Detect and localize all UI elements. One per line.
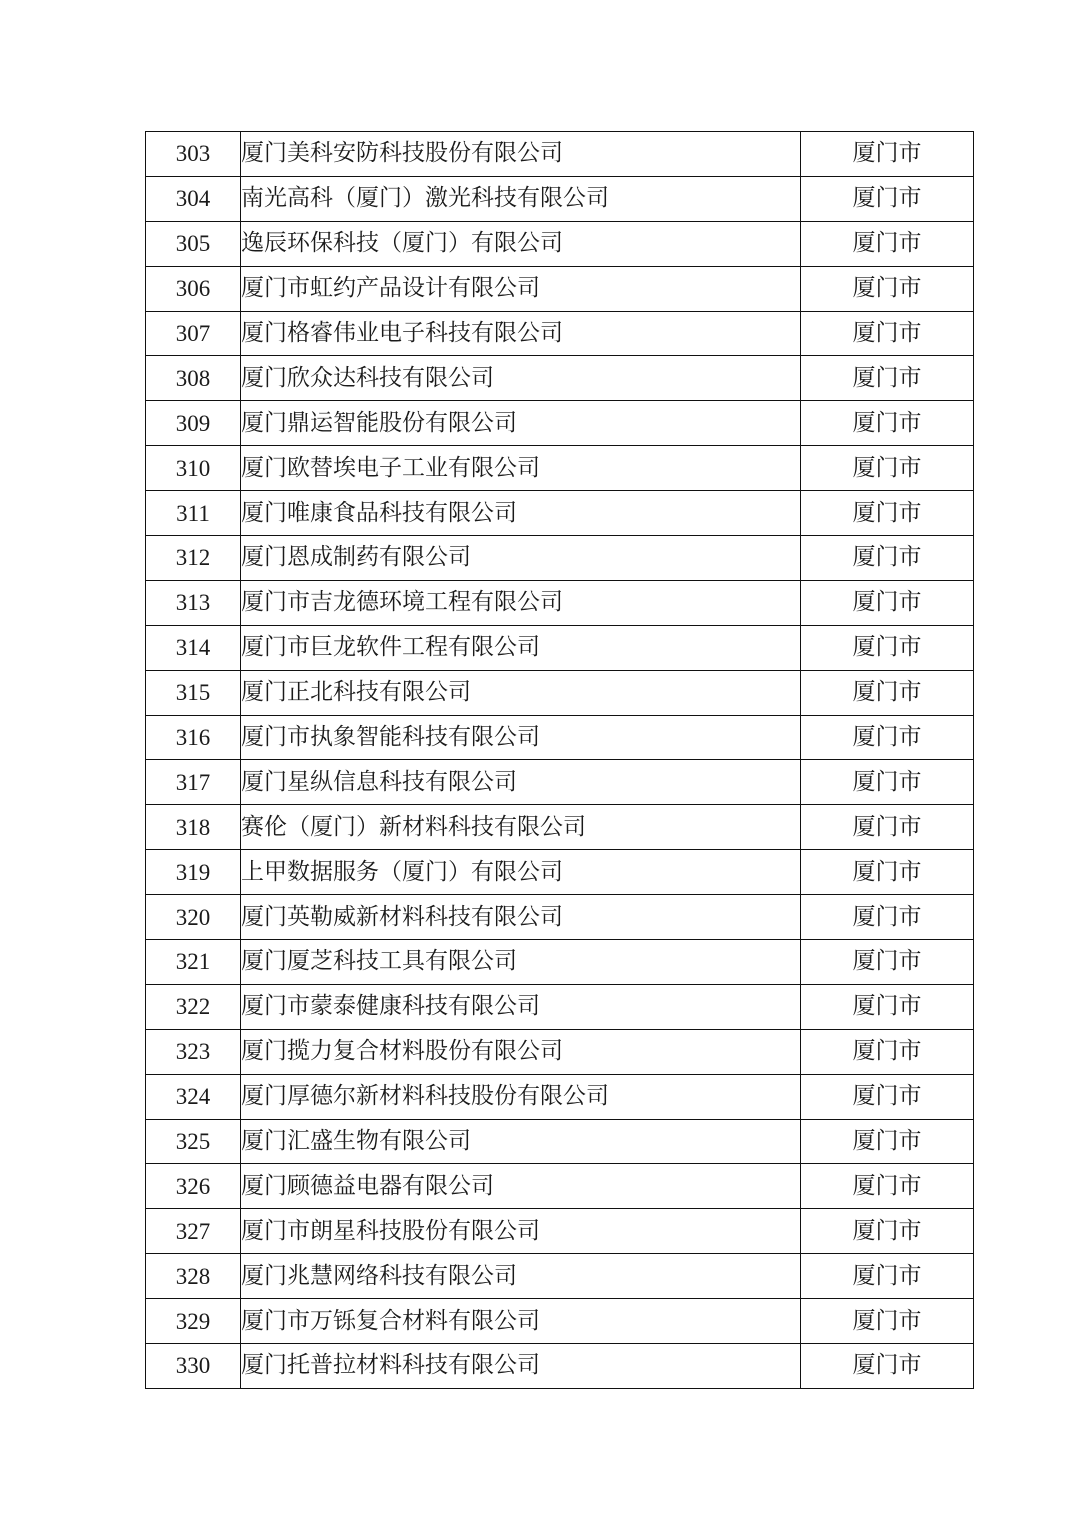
table-row bbox=[146, 895, 974, 940]
company-name-cell: 厦门格睿伟业电子科技有限公司 bbox=[241, 311, 801, 356]
city-cell: 厦门市 bbox=[801, 1164, 974, 1209]
company-name-cell: 厦门顾德益电器有限公司 bbox=[241, 1164, 801, 1209]
row-number-cell: 305 bbox=[146, 221, 241, 266]
row-number-cell: 321 bbox=[146, 940, 241, 985]
company-name-cell: 厦门恩成制药有限公司 bbox=[241, 536, 801, 581]
company-name-cell: 厦门欧替埃电子工业有限公司 bbox=[241, 446, 801, 491]
company-name-cell: 厦门厦芝科技工具有限公司 bbox=[241, 940, 801, 985]
table-row bbox=[146, 1254, 974, 1299]
row-number-cell: 316 bbox=[146, 715, 241, 760]
company-name-cell: 上甲数据服务（厦门）有限公司 bbox=[241, 850, 801, 895]
table-row bbox=[146, 625, 974, 670]
row-number-cell: 314 bbox=[146, 625, 241, 670]
city-cell: 厦门市 bbox=[801, 670, 974, 715]
row-number-cell: 330 bbox=[146, 1344, 241, 1389]
company-name-cell: 厦门市吉龙德环境工程有限公司 bbox=[241, 580, 801, 625]
city-cell: 厦门市 bbox=[801, 132, 974, 177]
company-name-cell: 逸辰环保科技（厦门）有限公司 bbox=[241, 221, 801, 266]
company-name-cell: 赛伦（厦门）新材料科技有限公司 bbox=[241, 805, 801, 850]
city-cell: 厦门市 bbox=[801, 221, 974, 266]
city-cell: 厦门市 bbox=[801, 850, 974, 895]
table-row bbox=[146, 715, 974, 760]
table-row bbox=[146, 984, 974, 1029]
company-name-cell: 厦门托普拉材料科技有限公司 bbox=[241, 1344, 801, 1389]
city-cell: 厦门市 bbox=[801, 311, 974, 356]
row-number-cell: 320 bbox=[146, 895, 241, 940]
table-row bbox=[146, 176, 974, 221]
row-number-cell: 306 bbox=[146, 266, 241, 311]
city-cell: 厦门市 bbox=[801, 1254, 974, 1299]
company-name-cell: 厦门鼎运智能股份有限公司 bbox=[241, 401, 801, 446]
row-number-cell: 312 bbox=[146, 536, 241, 581]
row-number-cell: 329 bbox=[146, 1299, 241, 1344]
city-cell: 厦门市 bbox=[801, 1299, 974, 1344]
city-cell: 厦门市 bbox=[801, 940, 974, 985]
row-number-cell: 304 bbox=[146, 176, 241, 221]
row-number-cell: 327 bbox=[146, 1209, 241, 1254]
row-number-cell: 324 bbox=[146, 1074, 241, 1119]
city-cell: 厦门市 bbox=[801, 1344, 974, 1389]
city-cell: 厦门市 bbox=[801, 580, 974, 625]
company-name-cell: 厦门市朗星科技股份有限公司 bbox=[241, 1209, 801, 1254]
table-row bbox=[146, 1074, 974, 1119]
city-cell: 厦门市 bbox=[801, 266, 974, 311]
table-body bbox=[146, 132, 974, 1389]
row-number-cell: 322 bbox=[146, 984, 241, 1029]
row-number-cell: 315 bbox=[146, 670, 241, 715]
table-row bbox=[146, 1344, 974, 1389]
company-name-cell: 厦门星纵信息科技有限公司 bbox=[241, 760, 801, 805]
company-name-cell: 厦门市蒙泰健康科技有限公司 bbox=[241, 984, 801, 1029]
table-row bbox=[146, 311, 974, 356]
company-name-cell: 厦门市虹约产品设计有限公司 bbox=[241, 266, 801, 311]
table-row bbox=[146, 1209, 974, 1254]
table-row bbox=[146, 940, 974, 985]
company-list-table bbox=[145, 131, 974, 1389]
table-row bbox=[146, 446, 974, 491]
table-row bbox=[146, 805, 974, 850]
row-number-cell: 318 bbox=[146, 805, 241, 850]
table-row bbox=[146, 132, 974, 177]
city-cell: 厦门市 bbox=[801, 446, 974, 491]
row-number-cell: 328 bbox=[146, 1254, 241, 1299]
city-cell: 厦门市 bbox=[801, 176, 974, 221]
company-name-cell: 厦门英勒威新材料科技有限公司 bbox=[241, 895, 801, 940]
city-cell: 厦门市 bbox=[801, 401, 974, 446]
row-number-cell: 319 bbox=[146, 850, 241, 895]
table-row bbox=[146, 221, 974, 266]
table-row bbox=[146, 1119, 974, 1164]
city-cell: 厦门市 bbox=[801, 1119, 974, 1164]
company-name-cell: 厦门汇盛生物有限公司 bbox=[241, 1119, 801, 1164]
city-cell: 厦门市 bbox=[801, 356, 974, 401]
table-row bbox=[146, 1299, 974, 1344]
row-number-cell: 313 bbox=[146, 580, 241, 625]
row-number-cell: 317 bbox=[146, 760, 241, 805]
table-row bbox=[146, 850, 974, 895]
row-number-cell: 308 bbox=[146, 356, 241, 401]
company-name-cell: 厦门市万铄复合材料有限公司 bbox=[241, 1299, 801, 1344]
company-name-cell: 厦门市执象智能科技有限公司 bbox=[241, 715, 801, 760]
company-name-cell: 厦门兆慧网络科技有限公司 bbox=[241, 1254, 801, 1299]
city-cell: 厦门市 bbox=[801, 715, 974, 760]
company-name-cell: 南光高科（厦门）激光科技有限公司 bbox=[241, 176, 801, 221]
city-cell: 厦门市 bbox=[801, 1074, 974, 1119]
company-name-cell: 厦门唯康食品科技有限公司 bbox=[241, 491, 801, 536]
company-name-cell: 厦门美科安防科技股份有限公司 bbox=[241, 132, 801, 177]
company-name-cell: 厦门正北科技有限公司 bbox=[241, 670, 801, 715]
city-cell: 厦门市 bbox=[801, 895, 974, 940]
row-number-cell: 303 bbox=[146, 132, 241, 177]
row-number-cell: 310 bbox=[146, 446, 241, 491]
table-row bbox=[146, 580, 974, 625]
row-number-cell: 311 bbox=[146, 491, 241, 536]
city-cell: 厦门市 bbox=[801, 805, 974, 850]
row-number-cell: 326 bbox=[146, 1164, 241, 1209]
table-row bbox=[146, 536, 974, 581]
company-name-cell: 厦门揽力复合材料股份有限公司 bbox=[241, 1029, 801, 1074]
company-name-cell: 厦门欣众达科技有限公司 bbox=[241, 356, 801, 401]
table-row bbox=[146, 356, 974, 401]
company-name-cell: 厦门市巨龙软件工程有限公司 bbox=[241, 625, 801, 670]
table-row bbox=[146, 401, 974, 446]
table-row bbox=[146, 1164, 974, 1209]
row-number-cell: 323 bbox=[146, 1029, 241, 1074]
row-number-cell: 325 bbox=[146, 1119, 241, 1164]
city-cell: 厦门市 bbox=[801, 984, 974, 1029]
table-row bbox=[146, 266, 974, 311]
city-cell: 厦门市 bbox=[801, 536, 974, 581]
table-row bbox=[146, 670, 974, 715]
table-row bbox=[146, 1029, 974, 1074]
city-cell: 厦门市 bbox=[801, 1209, 974, 1254]
city-cell: 厦门市 bbox=[801, 1029, 974, 1074]
city-cell: 厦门市 bbox=[801, 491, 974, 536]
table-row bbox=[146, 760, 974, 805]
table-row bbox=[146, 491, 974, 536]
city-cell: 厦门市 bbox=[801, 760, 974, 805]
row-number-cell: 309 bbox=[146, 401, 241, 446]
company-name-cell: 厦门厚德尔新材料科技股份有限公司 bbox=[241, 1074, 801, 1119]
row-number-cell: 307 bbox=[146, 311, 241, 356]
city-cell: 厦门市 bbox=[801, 625, 974, 670]
